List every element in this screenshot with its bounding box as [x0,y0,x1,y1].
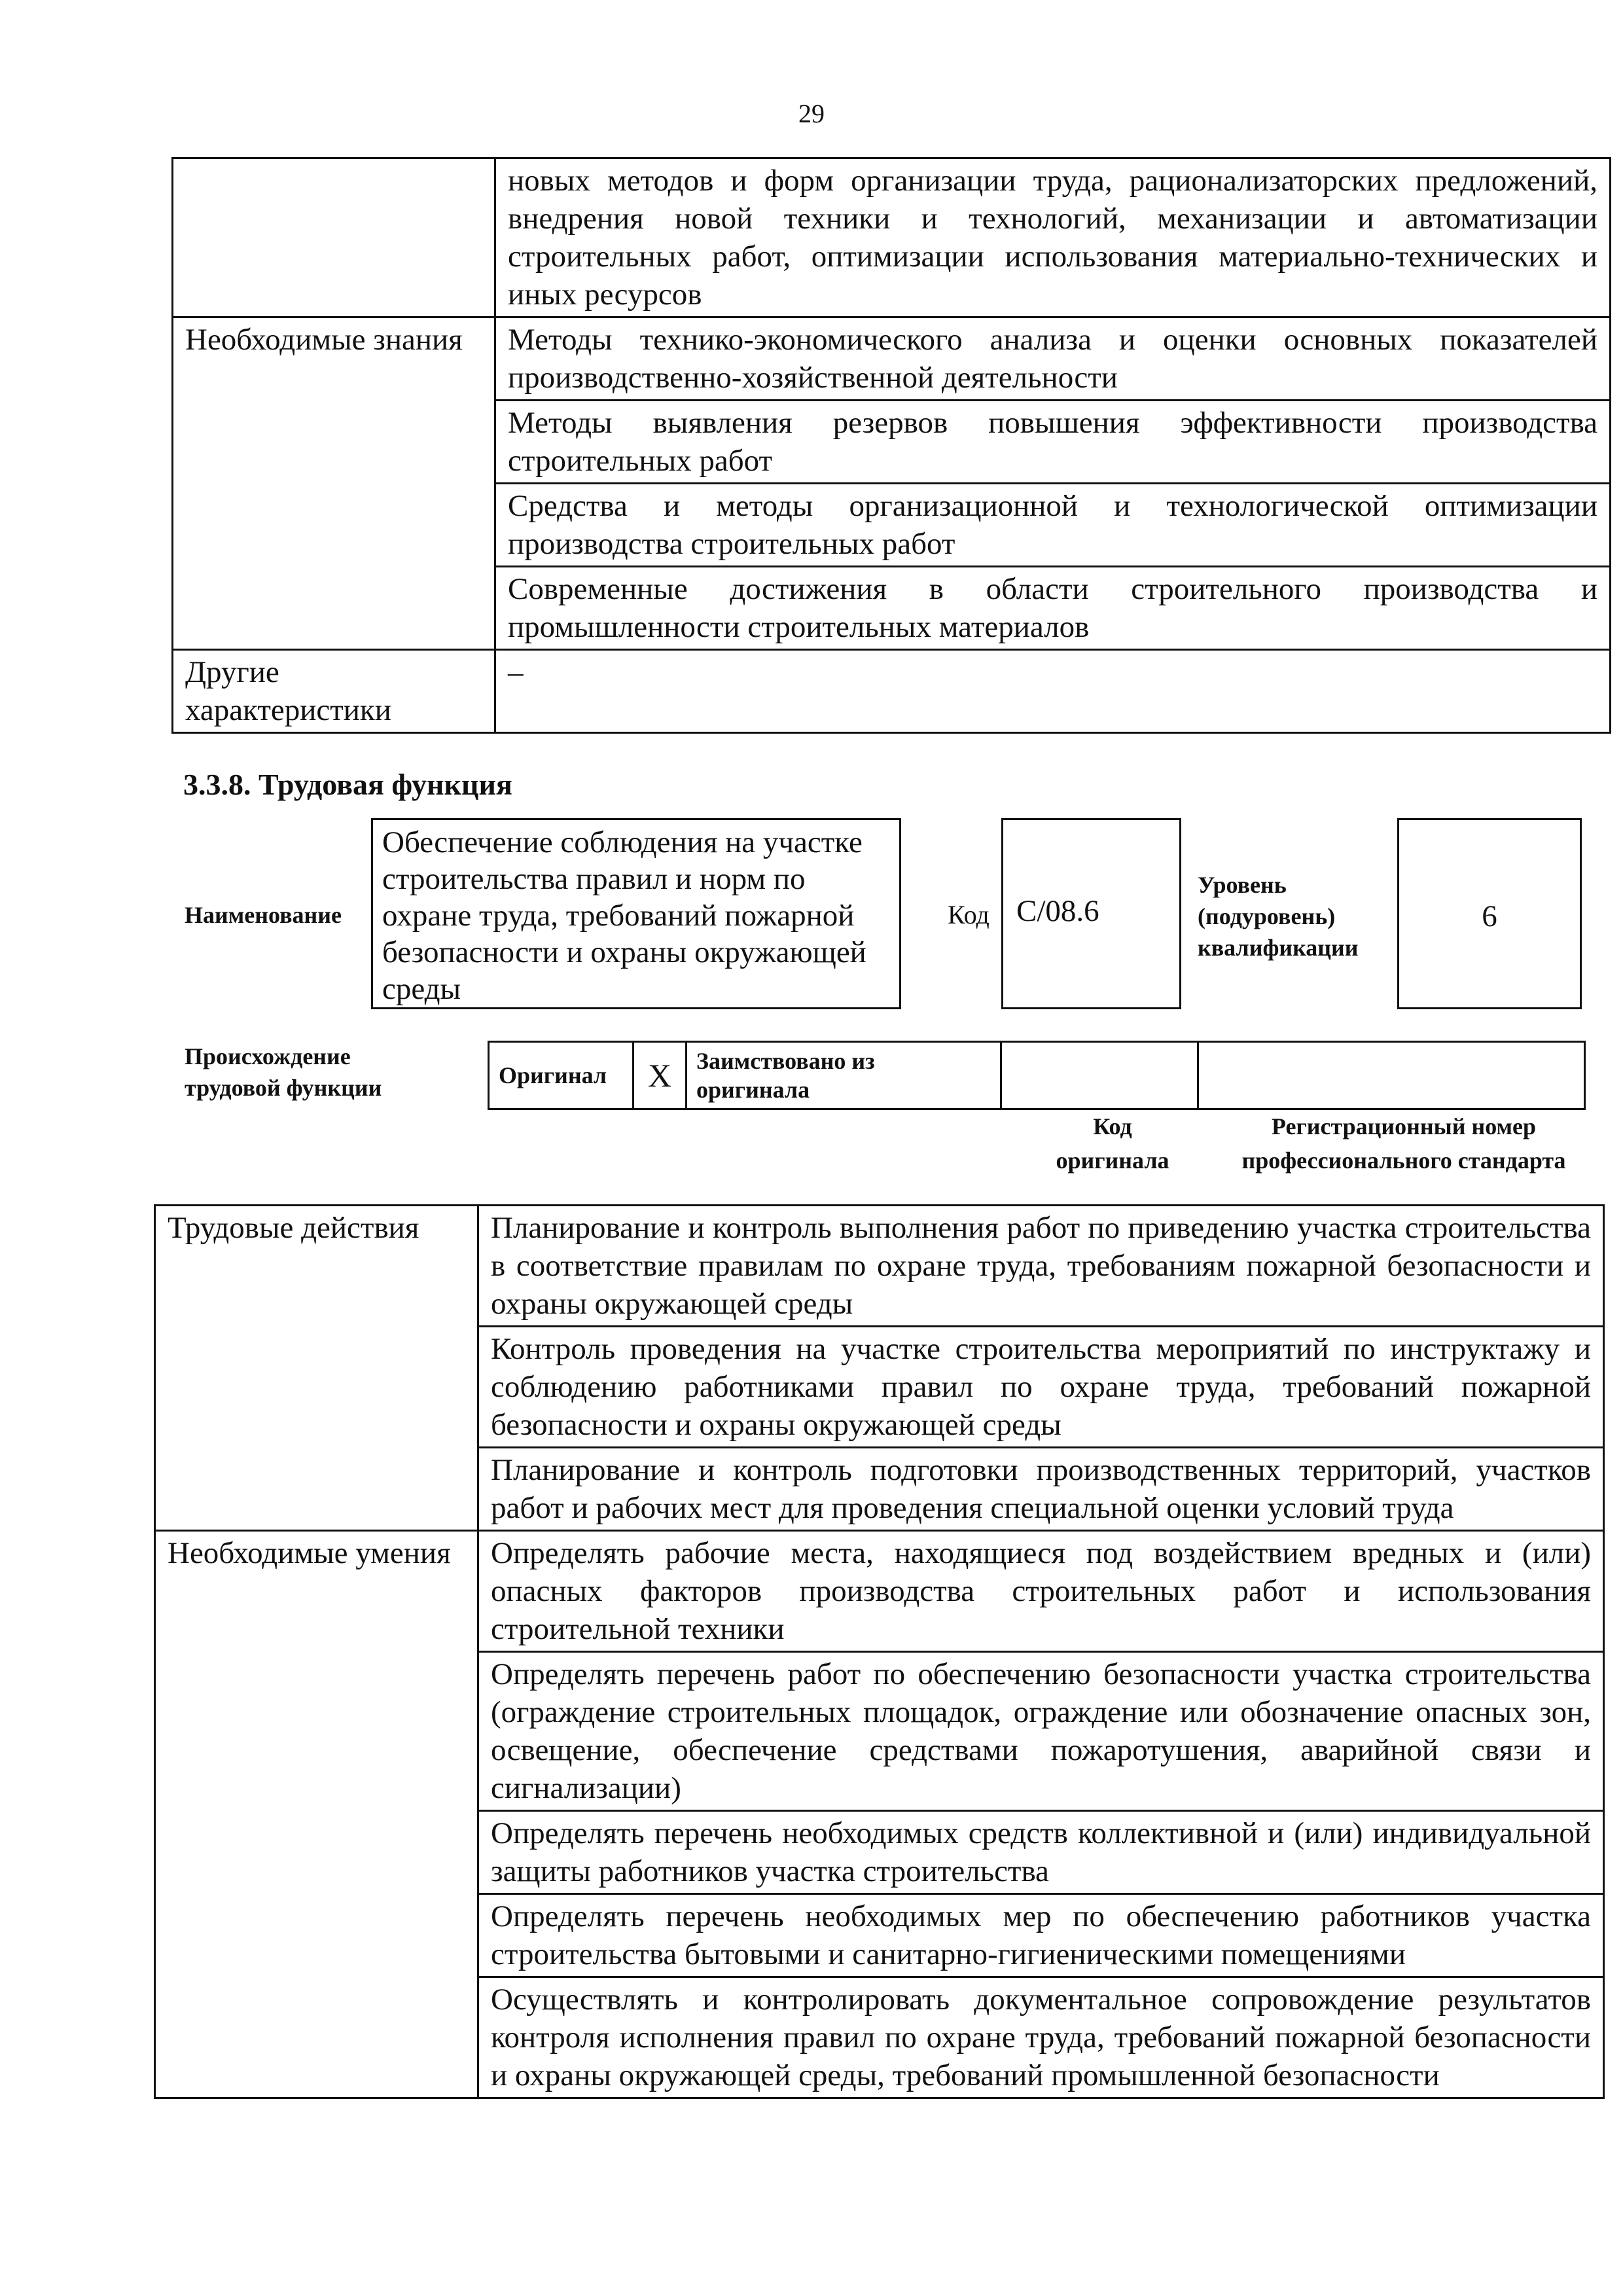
level-value: 6 [1397,818,1582,1009]
reg-caption: Регистрационный номер профессионального стандарта [1241,1113,1566,1174]
row-item: Методы технико-экономического анализа и оценки основных показателей производственно-хозяйственной деятельности [495,317,1611,401]
row-item: Методы выявления резервов повышения эффективности производства строительных работ [495,401,1611,484]
row-item: Осуществлять и контролировать документальное сопровождение результатов контроля исполнения правил по охране труда, требований пожарной безопасности и охраны окружающей среды, требований промышленной безопасности [478,1977,1604,2098]
row-item: Определять перечень необходимых средств коллективной и (или) индивидуальной защиты работников участка строительства [478,1811,1604,1894]
row-item: Определять перечень необходимых мер по обеспечению работников участка строительства бытовыми и санитарно-гигиеническими помещениями [478,1894,1604,1977]
row-label: Необходимые умения [155,1531,478,2098]
row-item: Контроль проведения на участке строительства мероприятий по инструктажу и соблюдению работниками правил по охране труда, требований пожарной безопасности и охраны окружающей среды [478,1327,1604,1448]
code-label: Код [948,900,990,929]
row-item: – [495,650,1611,733]
bottom-table [154,1204,1605,2099]
origin-table [488,1041,1586,1110]
origin-label: Происхождение трудовой функции [185,1043,382,1101]
origin-original: Оригинал [489,1042,633,1109]
table-row [173,650,1611,733]
table-row [173,317,1611,401]
origin-reg-cell [1198,1042,1585,1109]
row-item: Определять рабочие места, находящиеся под воздействием вредных и (или) опасных факторов производства строительных работ и использования строительной техники [478,1531,1604,1652]
row-item: Планирование и контроль подготовки производственных территорий, участков работ и рабочих мест для проведения специальной оценки условий труда [478,1448,1604,1531]
row-label: Трудовые действия [155,1206,478,1531]
row-label: Другие характеристики [173,650,495,733]
row-label [173,158,495,317]
row-item: Планирование и контроль выполнения работ по приведению участка строительства в соответствие правилам по охране труда, требованиям пожарной безопасности и охраны окружающей среды [478,1206,1604,1327]
table-row [173,158,1611,317]
row-label: Необходимые знания [173,317,495,650]
table-row [155,1206,1604,1327]
page-number: 29 [798,99,825,128]
code-caption: Код оригинала [1056,1113,1169,1174]
origin-borrowed: Заимствовано из оригинала [687,1042,1001,1109]
level-label: Уровень (подуровень) квалификации [1198,872,1359,961]
row-item: Средства и методы организационной и технологической оптимизации производства строительных работ [495,484,1611,567]
top-table [171,157,1611,734]
code-value: С/08.6 [1001,818,1181,1009]
table-row [489,1042,1585,1109]
table-row [155,1531,1604,1652]
row-item: Современные достижения в области строительного производства и промышленности строительных материалов [495,567,1611,650]
row-item: новых методов и форм организации труда, рационализаторских предложений, внедрения новой техники и технологий, механизации и автоматизации строительных работ, оптимизации использования материально-технических и иных ресурсов [495,158,1611,317]
section-heading: 3.3.8. Трудовая функция [183,768,512,801]
origin-code-cell [1001,1042,1198,1109]
name-value: Обеспечение соблюдения на участке строительства правил и норм по охране труда, требований пожарной безопасности и охраны окружающей среды [371,818,901,1009]
row-item: Определять перечень работ по обеспечению безопасности участка строительства (ограждение строительных площадок, ограждение или обозначение опасных зон, освещение, обеспечение средствами пожаротушения, аварийной связи и сигнализации) [478,1652,1604,1811]
origin-mark: X [633,1042,687,1109]
name-label: Наименование [185,902,342,928]
